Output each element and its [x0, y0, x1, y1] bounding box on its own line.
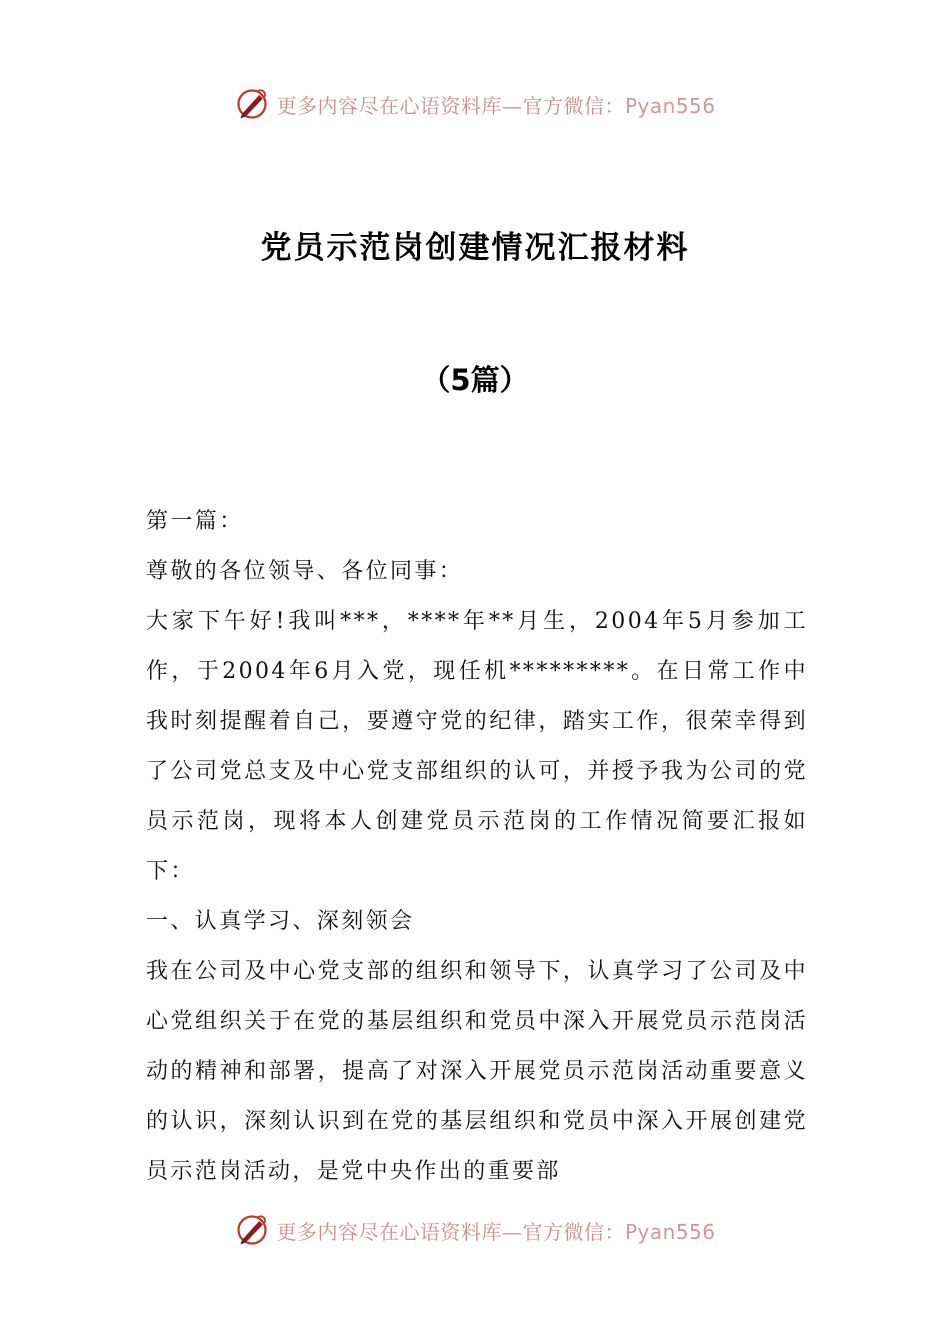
document-subtitle: （5篇） — [421, 363, 529, 397]
section-label: 第一篇： — [146, 509, 244, 534]
footer-watermark-banner — [0, 1210, 950, 1250]
watermark-text: 更多内容尽在心语资料库—官方微信：Pyan556 — [276, 1219, 716, 1244]
document-title: 党员示范岗创建情况汇报材料 — [260, 230, 690, 266]
section-heading: 一、认真学习、深刻领会 — [146, 909, 415, 934]
wechat-id: Pyan556 — [624, 1219, 716, 1244]
wechat-id: Pyan556 — [624, 93, 716, 118]
body-paragraph: 大家下午好!我叫***，****年**月生，2004年5月参加工作，于2004年6月入党，现任机*********。在日常工作中我时刻提醒着自己，要遵守党的纪律，踏实工作，很荣幸得到了公司党总支及中心党支部组织的认可，并授予我为公司的党员示范岗，现将本人创建党员示范岗的工作情况简要汇报如下： — [146, 609, 808, 884]
salutation: 尊敬的各位领导、各位同事： — [146, 559, 464, 584]
body-paragraph: 我在公司及中心党支部的组织和领导下，认真学习了公司及中心党组织关于在党的基层组织和党员中深入开展党员示范岗活动的精神和部署，提高了对深入开展党员示范岗活动重要意义的认识，深刻认识到在党的基层组织和党员中深入开展创建党员示范岗活动，是党中央作出的重要部 — [146, 959, 808, 1184]
pen-logo-icon — [234, 1212, 270, 1248]
watermark-text: 更多内容尽在心语资料库—官方微信：Pyan556 — [276, 93, 716, 118]
pen-logo-icon — [234, 86, 270, 122]
header-watermark-banner — [0, 84, 950, 124]
document-body — [146, 497, 808, 1197]
